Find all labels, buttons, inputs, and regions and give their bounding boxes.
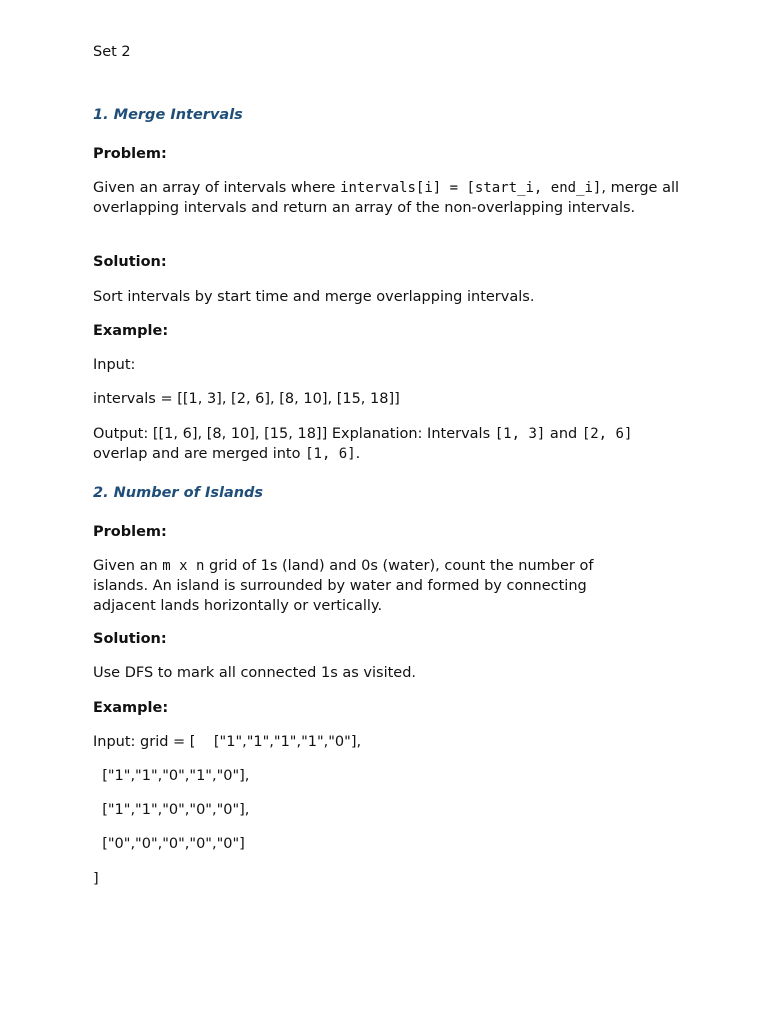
output-code: [1, 6]	[305, 446, 356, 462]
grid-line: ]	[93, 871, 99, 887]
problem-text-part: Given an	[93, 558, 163, 574]
problem-text-part: , merge all overlapping intervals and return an array of the non-overlapping intervals.	[93, 180, 680, 216]
output-code: [2, 6]	[581, 426, 633, 442]
grid-line: ["0","0","0","0","0"]	[93, 836, 245, 852]
output-code: [1, 3]	[494, 426, 546, 442]
problem-label: Problem:	[93, 146, 167, 162]
output-text-part: and	[545, 426, 582, 442]
set-label: Set 2	[93, 44, 131, 60]
problem-text	[93, 556, 653, 616]
output-text-part: .	[355, 446, 361, 462]
input-value: intervals = [[1, 3], [2, 6], [8, 10], [15, 18]]	[93, 391, 400, 407]
section-heading-merge-intervals: 1. Merge Intervals	[93, 107, 243, 123]
solution-text: Use DFS to mark all connected 1s as visited.	[93, 665, 417, 681]
problem-text-part: Given an array of intervals where	[93, 180, 341, 196]
problem-code: intervals[i] = [start_i, end_i]	[340, 180, 602, 196]
example-label: Example:	[93, 700, 169, 716]
solution-label: Solution:	[93, 631, 167, 647]
output-text-part: overlap and are merged into	[93, 446, 306, 462]
problem-code: m x n	[162, 558, 205, 574]
example-label: Example:	[93, 323, 169, 339]
output-text-part: Output: [[1, 6], [8, 10], [15, 18]] Explanation: Intervals	[93, 426, 495, 442]
grid-line: ["1","1","0","0","0"],	[93, 802, 250, 818]
problem-text-part: grid of 1s (land) and 0s (water), count the number of islands. An island is surrounded by water and formed by connecting adjacent lands horizontally or vertically.	[93, 558, 594, 614]
input-label: Input:	[93, 357, 136, 373]
grid-line: Input: grid = [ ["1","1","1","1","0"],	[93, 734, 362, 750]
section-heading-number-of-islands: 2. Number of Islands	[93, 485, 264, 501]
solution-text: Sort intervals by start time and merge overlapping intervals.	[93, 289, 535, 305]
grid-line: ["1","1","0","1","0"],	[93, 768, 250, 784]
output-text	[93, 424, 663, 464]
problem-text	[93, 178, 683, 218]
problem-label: Problem:	[93, 524, 167, 540]
solution-label: Solution:	[93, 254, 167, 270]
